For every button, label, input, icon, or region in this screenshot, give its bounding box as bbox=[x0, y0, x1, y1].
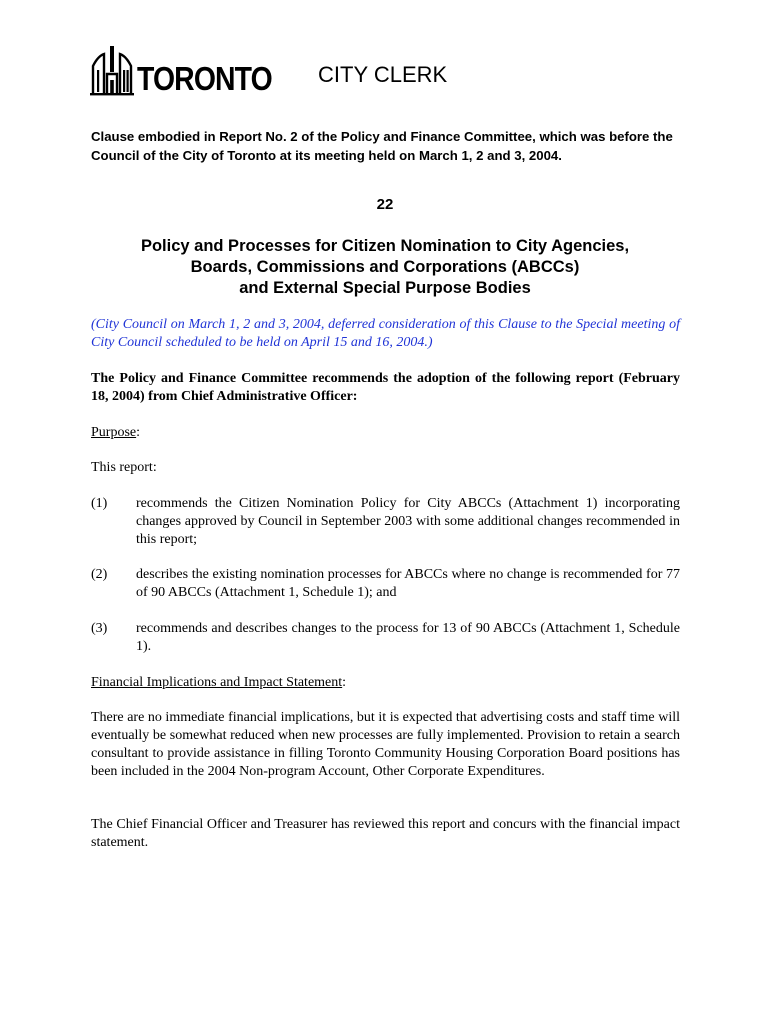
report-title bbox=[0, 236, 770, 299]
purpose-heading-text: Purpose bbox=[91, 425, 137, 440]
list-item-number: (3) bbox=[91, 621, 108, 636]
department-title: CITY CLERK bbox=[318, 62, 448, 87]
list-item-text: recommends and describes changes to the process for 13 of 90 ABCCs (Attachment 1, Schedule 1). bbox=[136, 621, 680, 654]
committee-recommendation: The Policy and Finance Committee recommends the adoption of the following report (February 18, 2004) from Chief Administrative Officer: bbox=[91, 371, 680, 404]
council-note: (City Council on March 1, 2 and 3, 2004, deferred consideration of this Clause to the Special meeting of City Council scheduled to be held on April 15 and 16, 2004.) bbox=[91, 317, 680, 350]
this-report-label: This report: bbox=[91, 460, 157, 475]
financial-paragraph-1: There are no immediate financial implications, but it is expected that advertising costs and staff time will eventually be somewhat reduced when new processes are fully implemented. Provision to retain a search consultant to provide assistance in filling Toronto Community Housing Corporation Board positions has been included in the 2004 Non-program Account, Other Corporate Expenditures. bbox=[91, 710, 680, 779]
list-item-number: (1) bbox=[91, 496, 108, 511]
heading-colon: : bbox=[136, 425, 141, 440]
title-line: and External Special Purpose Bodies bbox=[239, 279, 531, 297]
title-line: Policy and Processes for Citizen Nomination to City Agencies, bbox=[140, 237, 630, 255]
financial-heading bbox=[91, 674, 680, 692]
list-item-text: recommends the Citizen Nomination Policy for City ABCCs (Attachment 1) incorporating changes approved by Council in September 2003 with some additional changes recommended in this report; bbox=[136, 496, 680, 547]
list-item-text: describes the existing nomination processes for ABCCs where no change is recommended for 77 of 90 ABCCs (Attachment 1, Schedule 1); and bbox=[136, 567, 680, 600]
clause-intro: Clause embodied in Report No. 2 of the Policy and Finance Committee, which was before the Council of the City of Toronto at its meeting held on March 1, 2 and 3, 2004. bbox=[91, 129, 673, 163]
logo-wordmark: TORONTO bbox=[137, 60, 272, 97]
title-line: Boards, Commissions and Corporations (ABCCs) bbox=[190, 258, 580, 276]
list-item-number: (2) bbox=[91, 567, 108, 582]
heading-colon: : bbox=[342, 675, 347, 690]
purpose-heading bbox=[91, 424, 680, 442]
financial-heading-text: Financial Implications and Impact Statement bbox=[91, 675, 343, 690]
clause-number: 22 bbox=[376, 196, 394, 213]
city-hall-icon bbox=[90, 44, 134, 96]
financial-paragraph-2: The Chief Financial Officer and Treasurer has reviewed this report and concurs with the financial impact statement. bbox=[91, 817, 680, 850]
toronto-logo bbox=[90, 44, 294, 96]
